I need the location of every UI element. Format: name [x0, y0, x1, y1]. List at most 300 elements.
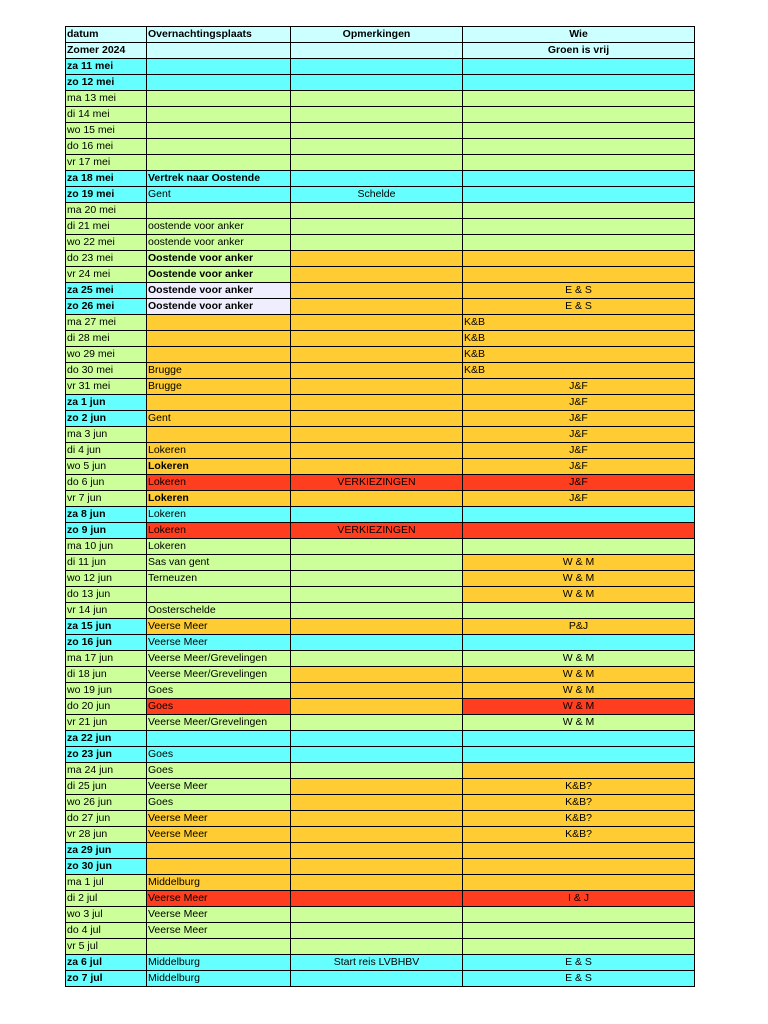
table-row — [66, 555, 695, 571]
opmerkingen-cell[interactable] — [291, 347, 463, 363]
overnachtingsplaats-cell[interactable]: Brugge — [147, 363, 291, 379]
table-row — [66, 395, 695, 411]
table-row — [66, 251, 695, 267]
table-row — [66, 747, 695, 763]
overnachtingsplaats-cell[interactable]: Oostende voor anker — [147, 299, 291, 315]
date-cell[interactable]: do 4 jul — [66, 923, 147, 939]
date-cell[interactable]: wo 19 jun — [66, 683, 147, 699]
date-cell[interactable]: do 6 jun — [66, 475, 147, 491]
date-cell[interactable]: za 25 mei — [66, 283, 147, 299]
wie-cell[interactable]: W & M — [463, 587, 695, 603]
wie-cell[interactable]: K&B — [463, 347, 695, 363]
overnachtingsplaats-cell[interactable] — [147, 395, 291, 411]
table-row — [66, 331, 695, 347]
wie-cell[interactable] — [463, 107, 695, 123]
season-wie[interactable]: Groen is vrij — [463, 43, 695, 59]
wie-cell[interactable] — [463, 91, 695, 107]
wie-cell[interactable]: E & S — [463, 299, 695, 315]
overnachtingsplaats-cell[interactable] — [147, 731, 291, 747]
table-row — [66, 91, 695, 107]
date-cell[interactable]: zo 23 jun — [66, 747, 147, 763]
table-row — [66, 907, 695, 923]
date-cell[interactable]: vr 31 mei — [66, 379, 147, 395]
table-row — [66, 619, 695, 635]
date-cell[interactable]: zo 19 mei — [66, 187, 147, 203]
table-row — [66, 843, 695, 859]
season-opm-cell[interactable] — [291, 43, 463, 59]
wie-cell[interactable] — [463, 139, 695, 155]
wie-cell[interactable]: J&F — [463, 475, 695, 491]
date-cell[interactable]: di 14 mei — [66, 107, 147, 123]
date-cell[interactable]: za 11 mei — [66, 59, 147, 75]
table-row — [66, 203, 695, 219]
opmerkingen-cell[interactable] — [291, 315, 463, 331]
opmerkingen-cell[interactable] — [291, 491, 463, 507]
opmerkingen-cell[interactable] — [291, 907, 463, 923]
overnachtingsplaats-cell[interactable]: Veerse Meer/Grevelingen — [147, 715, 291, 731]
overnachtingsplaats-cell[interactable]: Veerse Meer — [147, 923, 291, 939]
table-row — [66, 491, 695, 507]
table-row — [66, 827, 695, 843]
table-row — [66, 539, 695, 555]
opmerkingen-cell[interactable] — [291, 299, 463, 315]
table-row — [66, 859, 695, 875]
table-row — [66, 603, 695, 619]
opmerkingen-cell[interactable]: VERKIEZINGEN — [291, 523, 463, 539]
date-cell[interactable]: zo 26 mei — [66, 299, 147, 315]
wie-cell[interactable]: J&F — [463, 411, 695, 427]
date-cell[interactable]: ma 20 mei — [66, 203, 147, 219]
opmerkingen-cell[interactable] — [291, 91, 463, 107]
table-row — [66, 971, 695, 987]
season-row — [66, 43, 695, 59]
date-cell[interactable]: vr 7 jun — [66, 491, 147, 507]
wie-cell[interactable] — [463, 603, 695, 619]
overnachtingsplaats-cell[interactable]: Veerse Meer — [147, 827, 291, 843]
overnachtingsplaats-cell[interactable] — [147, 843, 291, 859]
table-row — [66, 811, 695, 827]
overnachtingsplaats-cell[interactable]: Oosterschelde — [147, 603, 291, 619]
date-cell[interactable]: zo 12 mei — [66, 75, 147, 91]
overnachtingsplaats-cell[interactable]: Middelburg — [147, 875, 291, 891]
wie-cell[interactable]: K&B? — [463, 811, 695, 827]
wie-cell[interactable] — [463, 59, 695, 75]
wie-cell[interactable] — [463, 523, 695, 539]
wie-cell[interactable]: W & M — [463, 699, 695, 715]
opmerkingen-cell[interactable] — [291, 603, 463, 619]
wie-cell[interactable]: J&F — [463, 459, 695, 475]
table-row — [66, 235, 695, 251]
overnachtingsplaats-cell[interactable]: Sas van gent — [147, 555, 291, 571]
wie-cell[interactable]: J&F — [463, 427, 695, 443]
date-cell[interactable]: wo 29 mei — [66, 347, 147, 363]
opmerkingen-cell[interactable] — [291, 555, 463, 571]
overnachtingsplaats-cell[interactable] — [147, 203, 291, 219]
table-row — [66, 219, 695, 235]
overnachtingsplaats-cell[interactable]: Middelburg — [147, 971, 291, 987]
table-row — [66, 635, 695, 651]
opmerkingen-cell[interactable] — [291, 619, 463, 635]
opmerkingen-cell[interactable] — [291, 923, 463, 939]
opmerkingen-cell[interactable] — [291, 891, 463, 907]
overnachtingsplaats-cell[interactable]: Goes — [147, 747, 291, 763]
opmerkingen-cell[interactable] — [291, 779, 463, 795]
date-cell[interactable]: vr 5 jul — [66, 939, 147, 955]
opmerkingen-cell[interactable] — [291, 411, 463, 427]
date-cell[interactable]: zo 7 jul — [66, 971, 147, 987]
date-cell[interactable]: za 29 jun — [66, 843, 147, 859]
overnachtingsplaats-cell[interactable]: Lokeren — [147, 443, 291, 459]
table-row — [66, 427, 695, 443]
overnachtingsplaats-cell[interactable]: Gent — [147, 411, 291, 427]
wie-cell[interactable]: I & J — [463, 891, 695, 907]
opmerkingen-cell[interactable] — [291, 251, 463, 267]
date-cell[interactable]: di 25 jun — [66, 779, 147, 795]
overnachtingsplaats-cell[interactable]: Lokeren — [147, 491, 291, 507]
opmerkingen-cell[interactable] — [291, 155, 463, 171]
overnachtingsplaats-cell[interactable] — [147, 315, 291, 331]
opmerkingen-cell[interactable] — [291, 123, 463, 139]
date-cell[interactable]: za 1 jun — [66, 395, 147, 411]
opmerkingen-cell[interactable] — [291, 811, 463, 827]
overnachtingsplaats-cell[interactable]: Oostende voor anker — [147, 267, 291, 283]
opmerkingen-cell[interactable] — [291, 395, 463, 411]
opmerkingen-cell[interactable] — [291, 843, 463, 859]
table-row — [66, 731, 695, 747]
date-cell[interactable]: di 18 jun — [66, 667, 147, 683]
date-cell[interactable]: za 6 jul — [66, 955, 147, 971]
opmerkingen-cell[interactable] — [291, 235, 463, 251]
wie-cell[interactable]: W & M — [463, 651, 695, 667]
wie-cell[interactable] — [463, 123, 695, 139]
wie-cell[interactable] — [463, 939, 695, 955]
opmerkingen-cell[interactable] — [291, 59, 463, 75]
date-cell[interactable]: za 8 jun — [66, 507, 147, 523]
opmerkingen-cell[interactable] — [291, 75, 463, 91]
overnachtingsplaats-cell[interactable] — [147, 139, 291, 155]
opmerkingen-cell[interactable] — [291, 331, 463, 347]
table-row — [66, 939, 695, 955]
date-cell[interactable]: zo 16 jun — [66, 635, 147, 651]
table-row — [66, 123, 695, 139]
overnachtingsplaats-cell[interactable]: Vertrek naar Oostende — [147, 171, 291, 187]
date-cell[interactable]: wo 26 jun — [66, 795, 147, 811]
date-cell[interactable]: vr 14 jun — [66, 603, 147, 619]
opmerkingen-cell[interactable] — [291, 731, 463, 747]
overnachtingsplaats-cell[interactable]: Oostende voor anker — [147, 251, 291, 267]
wie-cell[interactable]: K&B — [463, 315, 695, 331]
date-cell[interactable]: ma 27 mei — [66, 315, 147, 331]
opmerkingen-cell[interactable] — [291, 107, 463, 123]
date-cell[interactable]: do 13 jun — [66, 587, 147, 603]
wie-cell[interactable]: K&B — [463, 363, 695, 379]
wie-cell[interactable] — [463, 507, 695, 523]
date-cell[interactable]: wo 12 jun — [66, 571, 147, 587]
wie-cell[interactable] — [463, 539, 695, 555]
date-cell[interactable]: zo 30 jun — [66, 859, 147, 875]
date-cell[interactable]: di 21 mei — [66, 219, 147, 235]
date-cell[interactable]: di 4 jun — [66, 443, 147, 459]
overnachtingsplaats-cell[interactable]: oostende voor anker — [147, 219, 291, 235]
date-cell[interactable]: do 27 jun — [66, 811, 147, 827]
table-row — [66, 683, 695, 699]
date-cell[interactable]: vr 21 jun — [66, 715, 147, 731]
overnachtingsplaats-cell[interactable]: Lokeren — [147, 539, 291, 555]
date-cell[interactable]: za 15 jun — [66, 619, 147, 635]
wie-cell[interactable]: K&B? — [463, 827, 695, 843]
overnachtingsplaats-cell[interactable]: Oostende voor anker — [147, 283, 291, 299]
date-cell[interactable]: wo 15 mei — [66, 123, 147, 139]
overnachtingsplaats-cell[interactable]: Lokeren — [147, 459, 291, 475]
table-row — [66, 59, 695, 75]
schedule-table — [65, 26, 695, 987]
date-cell[interactable]: ma 10 jun — [66, 539, 147, 555]
wie-cell[interactable]: K&B? — [463, 795, 695, 811]
wie-cell[interactable] — [463, 267, 695, 283]
overnachtingsplaats-cell[interactable]: Lokeren — [147, 507, 291, 523]
table-row — [66, 795, 695, 811]
table-row — [66, 379, 695, 395]
table-row — [66, 315, 695, 331]
wie-cell[interactable]: W & M — [463, 667, 695, 683]
table-row — [66, 523, 695, 539]
table-row — [66, 443, 695, 459]
wie-cell[interactable]: E & S — [463, 283, 695, 299]
overnachtingsplaats-cell[interactable] — [147, 59, 291, 75]
date-cell[interactable]: do 16 mei — [66, 139, 147, 155]
opmerkingen-cell[interactable] — [291, 587, 463, 603]
opmerkingen-cell[interactable] — [291, 459, 463, 475]
overnachtingsplaats-cell[interactable]: Veerse Meer — [147, 907, 291, 923]
wie-cell[interactable]: J&F — [463, 491, 695, 507]
table-row — [66, 779, 695, 795]
table-row — [66, 283, 695, 299]
season-label[interactable]: Zomer 2024 — [66, 43, 147, 59]
table-row — [66, 891, 695, 907]
wie-cell[interactable]: E & S — [463, 955, 695, 971]
opmerkingen-cell[interactable] — [291, 443, 463, 459]
opmerkingen-cell[interactable] — [291, 139, 463, 155]
header-datum[interactable]: datum — [66, 27, 147, 43]
schedule-body — [66, 27, 695, 987]
table-row — [66, 763, 695, 779]
opmerkingen-cell[interactable] — [291, 763, 463, 779]
table-row — [66, 475, 695, 491]
opmerkingen-cell[interactable] — [291, 219, 463, 235]
date-cell[interactable]: za 18 mei — [66, 171, 147, 187]
wie-cell[interactable] — [463, 747, 695, 763]
wie-cell[interactable]: P&J — [463, 619, 695, 635]
wie-cell[interactable]: J&F — [463, 443, 695, 459]
overnachtingsplaats-cell[interactable]: Veerse Meer — [147, 619, 291, 635]
wie-cell[interactable] — [463, 251, 695, 267]
opmerkingen-cell[interactable] — [291, 683, 463, 699]
opmerkingen-cell[interactable]: Start reis LVBHBV — [291, 955, 463, 971]
wie-cell[interactable] — [463, 731, 695, 747]
overnachtingsplaats-cell[interactable]: Gent — [147, 187, 291, 203]
opmerkingen-cell[interactable] — [291, 667, 463, 683]
wie-cell[interactable]: E & S — [463, 971, 695, 987]
date-cell[interactable]: wo 22 mei — [66, 235, 147, 251]
date-cell[interactable]: vr 24 mei — [66, 267, 147, 283]
table-row — [66, 651, 695, 667]
wie-cell[interactable]: W & M — [463, 715, 695, 731]
overnachtingsplaats-cell[interactable] — [147, 91, 291, 107]
opmerkingen-cell[interactable]: VERKIEZINGEN — [291, 475, 463, 491]
wie-cell[interactable]: J&F — [463, 395, 695, 411]
table-row — [66, 347, 695, 363]
wie-cell[interactable]: W & M — [463, 683, 695, 699]
table-row — [66, 587, 695, 603]
date-cell[interactable]: wo 5 jun — [66, 459, 147, 475]
table-row — [66, 667, 695, 683]
opmerkingen-cell[interactable] — [291, 635, 463, 651]
opmerkingen-cell[interactable] — [291, 747, 463, 763]
date-cell[interactable]: di 28 mei — [66, 331, 147, 347]
wie-cell[interactable] — [463, 187, 695, 203]
overnachtingsplaats-cell[interactable]: Veerse Meer/Grevelingen — [147, 667, 291, 683]
opmerkingen-cell[interactable] — [291, 651, 463, 667]
overnachtingsplaats-cell[interactable] — [147, 331, 291, 347]
wie-cell[interactable] — [463, 907, 695, 923]
season-plaats-cell[interactable] — [147, 43, 291, 59]
wie-cell[interactable]: W & M — [463, 555, 695, 571]
overnachtingsplaats-cell[interactable] — [147, 107, 291, 123]
opmerkingen-cell[interactable] — [291, 827, 463, 843]
date-cell[interactable]: ma 1 jul — [66, 875, 147, 891]
header-wie[interactable]: Wie — [463, 27, 695, 43]
table-row — [66, 139, 695, 155]
overnachtingsplaats-cell[interactable]: Goes — [147, 795, 291, 811]
table-row — [66, 363, 695, 379]
wie-cell[interactable]: J&F — [463, 379, 695, 395]
wie-cell[interactable]: W & M — [463, 571, 695, 587]
overnachtingsplaats-cell[interactable] — [147, 939, 291, 955]
opmerkingen-cell[interactable] — [291, 171, 463, 187]
date-cell[interactable]: zo 9 jun — [66, 523, 147, 539]
wie-cell[interactable] — [463, 203, 695, 219]
date-cell[interactable]: ma 3 jun — [66, 427, 147, 443]
overnachtingsplaats-cell[interactable]: Veerse Meer — [147, 635, 291, 651]
overnachtingsplaats-cell[interactable] — [147, 75, 291, 91]
table-row — [66, 411, 695, 427]
wie-cell[interactable] — [463, 923, 695, 939]
overnachtingsplaats-cell[interactable]: Middelburg — [147, 955, 291, 971]
opmerkingen-cell[interactable] — [291, 363, 463, 379]
overnachtingsplaats-cell[interactable]: Veerse Meer — [147, 811, 291, 827]
date-cell[interactable]: wo 3 jul — [66, 907, 147, 923]
wie-cell[interactable] — [463, 219, 695, 235]
overnachtingsplaats-cell[interactable]: Veerse Meer — [147, 891, 291, 907]
opmerkingen-cell[interactable] — [291, 939, 463, 955]
date-cell[interactable]: ma 13 mei — [66, 91, 147, 107]
table-row — [66, 171, 695, 187]
overnachtingsplaats-cell[interactable] — [147, 587, 291, 603]
date-cell[interactable]: vr 17 mei — [66, 155, 147, 171]
overnachtingsplaats-cell[interactable]: Veerse Meer — [147, 779, 291, 795]
opmerkingen-cell[interactable] — [291, 267, 463, 283]
wie-cell[interactable] — [463, 235, 695, 251]
opmerkingen-cell[interactable] — [291, 283, 463, 299]
table-row — [66, 699, 695, 715]
date-cell[interactable]: ma 24 jun — [66, 763, 147, 779]
wie-cell[interactable]: K&B — [463, 331, 695, 347]
wie-cell[interactable]: K&B? — [463, 779, 695, 795]
wie-cell[interactable] — [463, 875, 695, 891]
table-row — [66, 875, 695, 891]
wie-cell[interactable] — [463, 155, 695, 171]
opmerkingen-cell[interactable] — [291, 971, 463, 987]
opmerkingen-cell[interactable] — [291, 699, 463, 715]
overnachtingsplaats-cell[interactable] — [147, 155, 291, 171]
overnachtingsplaats-cell[interactable] — [147, 347, 291, 363]
overnachtingsplaats-cell[interactable]: Veerse Meer/Grevelingen — [147, 651, 291, 667]
opmerkingen-cell[interactable] — [291, 507, 463, 523]
table-row — [66, 299, 695, 315]
opmerkingen-cell[interactable] — [291, 539, 463, 555]
header-opmerkingen[interactable]: Opmerkingen — [291, 27, 463, 43]
overnachtingsplaats-cell[interactable]: Lokeren — [147, 475, 291, 491]
table-row — [66, 955, 695, 971]
table-row — [66, 923, 695, 939]
overnachtingsplaats-cell[interactable]: Goes — [147, 763, 291, 779]
wie-cell[interactable] — [463, 843, 695, 859]
table-row — [66, 267, 695, 283]
wie-cell[interactable] — [463, 75, 695, 91]
opmerkingen-cell[interactable] — [291, 795, 463, 811]
opmerkingen-cell[interactable] — [291, 859, 463, 875]
table-row — [66, 507, 695, 523]
date-cell[interactable]: do 20 jun — [66, 699, 147, 715]
header-plaats[interactable]: Overnachtingsplaats — [147, 27, 291, 43]
opmerkingen-cell[interactable]: Schelde — [291, 187, 463, 203]
wie-cell[interactable] — [463, 171, 695, 187]
wie-cell[interactable] — [463, 859, 695, 875]
opmerkingen-cell[interactable] — [291, 379, 463, 395]
table-row — [66, 715, 695, 731]
opmerkingen-cell[interactable] — [291, 203, 463, 219]
date-cell[interactable]: zo 2 jun — [66, 411, 147, 427]
opmerkingen-cell[interactable] — [291, 715, 463, 731]
overnachtingsplaats-cell[interactable]: Brugge — [147, 379, 291, 395]
date-cell[interactable]: vr 28 jun — [66, 827, 147, 843]
date-cell[interactable]: za 22 jun — [66, 731, 147, 747]
date-cell[interactable]: do 30 mei — [66, 363, 147, 379]
date-cell[interactable]: di 11 jun — [66, 555, 147, 571]
opmerkingen-cell[interactable] — [291, 427, 463, 443]
table-row — [66, 107, 695, 123]
table-row — [66, 571, 695, 587]
overnachtingsplaats-cell[interactable]: Terneuzen — [147, 571, 291, 587]
opmerkingen-cell[interactable] — [291, 875, 463, 891]
date-cell[interactable]: di 2 jul — [66, 891, 147, 907]
overnachtingsplaats-cell[interactable] — [147, 427, 291, 443]
date-cell[interactable]: ma 17 jun — [66, 651, 147, 667]
overnachtingsplaats-cell[interactable]: oostende voor anker — [147, 235, 291, 251]
overnachtingsplaats-cell[interactable]: Goes — [147, 699, 291, 715]
date-cell[interactable]: do 23 mei — [66, 251, 147, 267]
header-row — [66, 27, 695, 43]
overnachtingsplaats-cell[interactable] — [147, 123, 291, 139]
opmerkingen-cell[interactable] — [291, 571, 463, 587]
wie-cell[interactable] — [463, 763, 695, 779]
table-row — [66, 187, 695, 203]
overnachtingsplaats-cell[interactable]: Lokeren — [147, 523, 291, 539]
table-row — [66, 155, 695, 171]
overnachtingsplaats-cell[interactable] — [147, 859, 291, 875]
wie-cell[interactable] — [463, 635, 695, 651]
overnachtingsplaats-cell[interactable]: Goes — [147, 683, 291, 699]
